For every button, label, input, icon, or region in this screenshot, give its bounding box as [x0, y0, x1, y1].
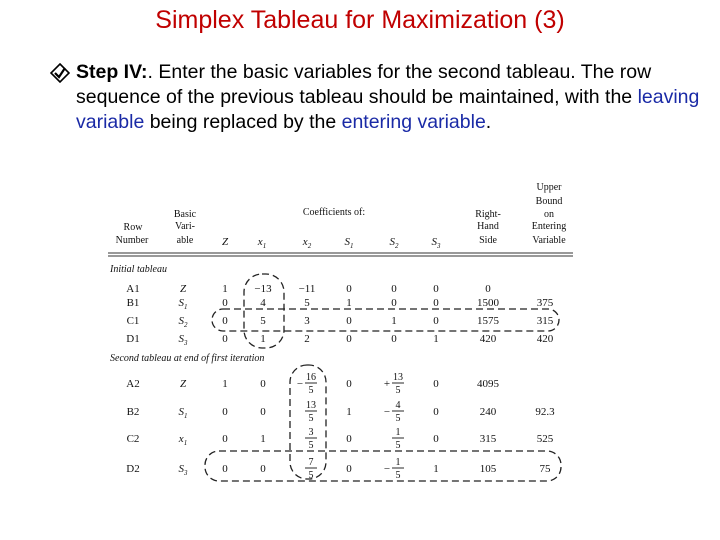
header-ub-line4: Entering — [531, 221, 567, 232]
cell-s2-fraction-denominator: 5 — [395, 440, 401, 451]
cell-x2-fraction-sign: − — [296, 378, 304, 390]
cell-x2-fraction-denominator: 5 — [308, 385, 314, 396]
cell-upper-bound: 525 — [536, 433, 554, 445]
header-row-line2: Number — [115, 235, 149, 246]
step-label: Step IV: — [76, 61, 148, 83]
cell-s1: 0 — [346, 283, 352, 295]
cell-s2: 0 — [391, 333, 397, 345]
cell-s2-fraction — [384, 372, 404, 396]
initial-tableau-rows — [126, 283, 553, 347]
cell-x2-fraction — [305, 427, 317, 451]
cell-x1: 4 — [260, 297, 266, 309]
header-col-x1: $x_1$ — [257, 236, 267, 250]
header-row-line1: Row — [123, 222, 143, 233]
cell-rhs: 420 — [479, 333, 497, 345]
cell-s2-fraction-denominator: 5 — [395, 413, 401, 424]
row-number: A1 — [126, 283, 140, 295]
cell-z: 0 — [222, 463, 228, 475]
cell-rhs: 1500 — [477, 297, 499, 309]
basic-variable: $S_1$ — [178, 297, 188, 311]
cell-s1: 0 — [346, 315, 352, 327]
cell-z: 0 — [222, 315, 228, 327]
cell-rhs: 0 — [485, 283, 491, 295]
cell-x2-fraction-numerator: 13 — [306, 400, 316, 411]
cell-s2: 1 — [391, 315, 397, 327]
cell-rhs: 1575 — [477, 315, 499, 327]
basic-variable: $S_1$ — [178, 406, 188, 420]
cell-x2-fraction-denominator: 5 — [308, 413, 314, 424]
header-col-s2: $S_2$ — [389, 236, 399, 250]
cell-x2: 3 — [304, 315, 310, 327]
cell-rhs: 4095 — [477, 378, 499, 390]
cell-s1: 0 — [346, 463, 352, 475]
cell-x1: −13 — [254, 283, 272, 295]
header-ub-line2: Bound — [535, 196, 563, 207]
header-ub-line3: on — [544, 209, 554, 220]
leaving-variable-term: leaving variable — [76, 86, 700, 133]
cell-s3: 1 — [433, 463, 439, 475]
cell-x2-fraction-numerator: 16 — [306, 372, 316, 383]
step-text-part-2: being replaced by the — [144, 111, 342, 133]
step-text-part-3: . — [485, 111, 492, 133]
header-col-z: Z — [221, 236, 229, 248]
basic-variable: $x_1$ — [178, 433, 188, 447]
header-ub-line5: Variable — [532, 235, 566, 246]
header-basic-line2: Vari- — [175, 221, 195, 232]
row-number: C2 — [126, 433, 140, 445]
cell-x2-fraction — [297, 372, 317, 396]
cell-s2-fraction-sign: + — [383, 378, 391, 390]
cell-x2-fraction-denominator: 5 — [308, 440, 314, 451]
cell-s2-fraction-numerator: 1 — [395, 457, 401, 468]
cell-x2: 5 — [304, 297, 310, 309]
basic-variable: $S_2$ — [178, 315, 188, 329]
basic-variable: Z — [179, 378, 187, 390]
cell-s2-fraction-numerator: 4 — [395, 400, 401, 411]
cell-upper-bound: 75 — [539, 463, 551, 475]
cell-x1: 1 — [260, 433, 266, 445]
cell-x2-fraction-denominator: 5 — [308, 470, 314, 481]
entering-variable-term: entering variable — [341, 111, 486, 133]
basic-variable: $S_3$ — [178, 463, 188, 477]
cell-s3: 0 — [433, 406, 439, 418]
cell-s2-fraction — [384, 457, 404, 481]
basic-variable: $S_3$ — [178, 333, 188, 347]
header-col-x2: $x_2$ — [302, 236, 312, 250]
header-coefficients: Coefficients of: — [302, 207, 366, 218]
cell-s2-fraction-sign: − — [383, 463, 391, 475]
cell-x1: 0 — [260, 378, 266, 390]
section-second-tableau: Second tableau at end of first iteration — [110, 353, 265, 364]
cell-s2-fraction — [392, 427, 404, 451]
cell-z: 0 — [222, 433, 228, 445]
cell-upper-bound: 92.3 — [535, 406, 555, 418]
cell-s2-fraction-numerator: 13 — [393, 372, 403, 383]
section-initial-tableau: Initial tableau — [110, 264, 167, 275]
cell-upper-bound: 315 — [536, 315, 554, 327]
cell-s3: 0 — [433, 297, 439, 309]
header-basic-line3: able — [176, 235, 194, 246]
header-col-s1: $S_1$ — [344, 236, 354, 250]
cell-x2-fraction — [305, 457, 317, 481]
cell-upper-bound: 375 — [536, 297, 554, 309]
cell-x2-fraction-numerator: 3 — [308, 427, 314, 438]
header-rhs-line2: Hand — [477, 221, 499, 232]
row-number: C1 — [126, 315, 140, 327]
cell-s2: 0 — [391, 283, 397, 295]
cell-x1: 0 — [260, 463, 266, 475]
cell-x1: 5 — [260, 315, 266, 327]
header-ub-line1: Upper — [536, 182, 562, 193]
header-basic-line1: Basic — [173, 209, 197, 220]
cell-rhs: 105 — [479, 463, 497, 475]
cell-s1: 0 — [346, 333, 352, 345]
cell-x2-fraction-numerator: 7 — [308, 457, 314, 468]
second-tableau-rows — [126, 372, 555, 481]
cell-s2-fraction-numerator: 1 — [395, 427, 401, 438]
cell-s2-fraction-denominator: 5 — [395, 385, 401, 396]
cell-s3: 0 — [433, 433, 439, 445]
cell-rhs: 240 — [479, 406, 497, 418]
cell-s3: 0 — [433, 378, 439, 390]
header-rhs-line3: Side — [479, 235, 497, 246]
cell-s3: 0 — [433, 283, 439, 295]
cell-z: 0 — [222, 406, 228, 418]
cell-x2: −11 — [298, 283, 316, 295]
cell-s1: 1 — [346, 406, 352, 418]
cell-s3: 1 — [433, 333, 439, 345]
cell-z: 1 — [222, 283, 228, 295]
cell-s1: 1 — [346, 297, 352, 309]
cell-z: 1 — [222, 378, 228, 390]
row-number: A2 — [126, 378, 140, 390]
basic-variable: Z — [179, 283, 187, 295]
header-rhs-line1: Right- — [475, 209, 501, 220]
cell-s2: 0 — [391, 297, 397, 309]
cell-s2-fraction-sign: − — [383, 406, 391, 418]
cell-x1: 1 — [260, 333, 266, 345]
cell-s3: 0 — [433, 315, 439, 327]
cell-z: 0 — [222, 297, 228, 309]
row-number: B1 — [126, 297, 140, 309]
cell-s2-fraction — [384, 400, 404, 424]
cell-s2-fraction-denominator: 5 — [395, 470, 401, 481]
cell-x2-fraction — [305, 400, 317, 424]
row-number: D2 — [126, 463, 140, 475]
cell-x2: 2 — [304, 333, 310, 345]
row-number: D1 — [126, 333, 140, 345]
cell-upper-bound: 420 — [536, 333, 554, 345]
header-col-s3: $S_3$ — [431, 236, 441, 250]
step-text-part-1: . Enter the basic variables for the second tableau. The row sequence of the previous tableau should be maintained, with the — [76, 61, 652, 108]
cell-z: 0 — [222, 333, 228, 345]
cell-rhs: 315 — [479, 433, 497, 445]
row-number: B2 — [126, 406, 140, 418]
cell-s1: 0 — [346, 433, 352, 445]
cell-s1: 0 — [346, 378, 352, 390]
slide-title: Simplex Tableau for Maximization (3) — [155, 6, 565, 34]
cell-x1: 0 — [260, 406, 266, 418]
